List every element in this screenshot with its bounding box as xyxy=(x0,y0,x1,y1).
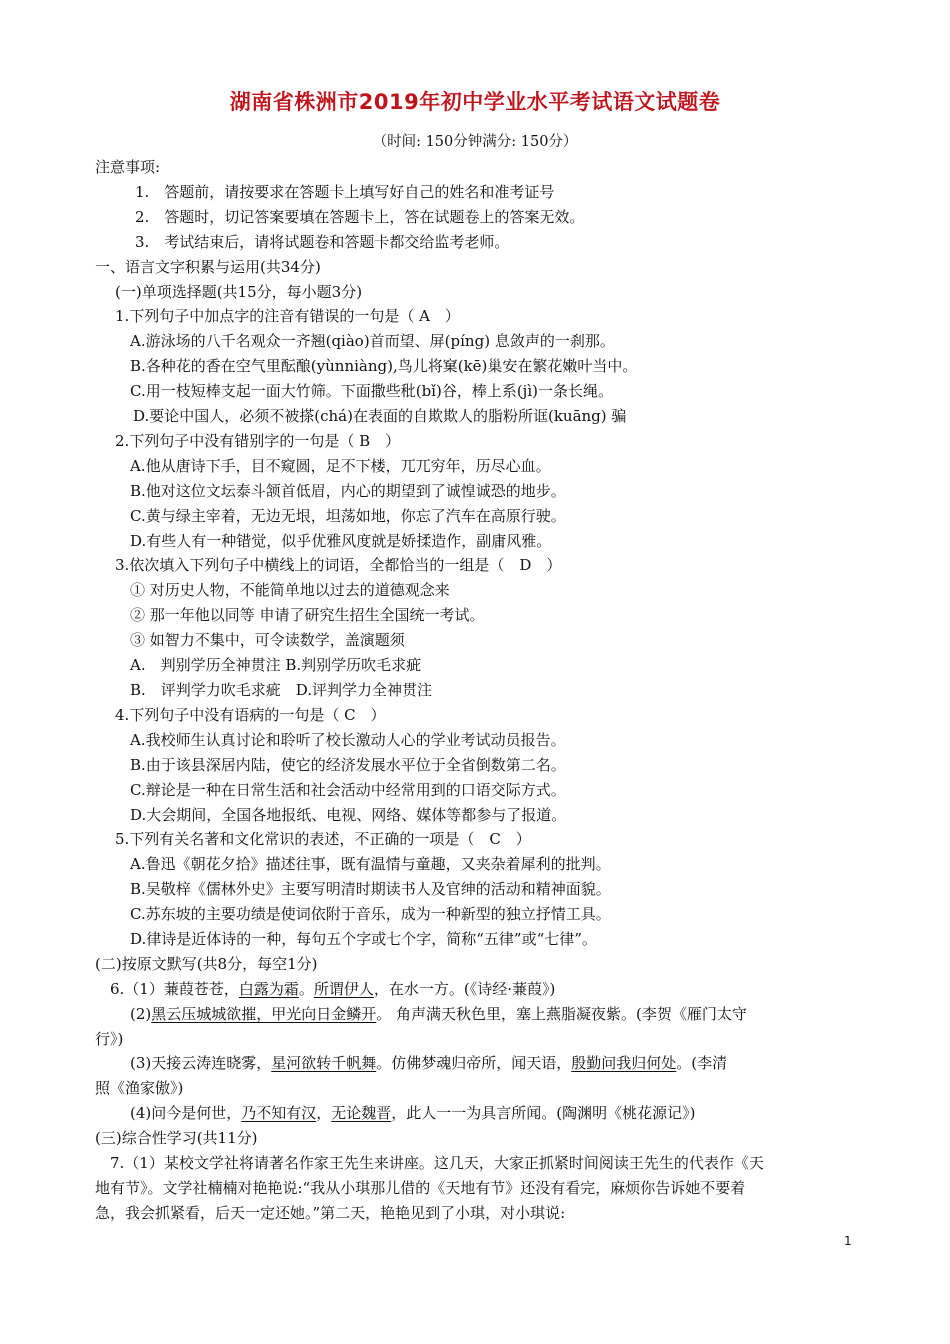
part-heading: (二)按原文默写(共8分，每空1分) xyxy=(95,955,318,973)
answer-blank: 星河欲转千帆舞 xyxy=(271,1054,377,1072)
answer-blank: 无论魏晋 xyxy=(331,1104,392,1122)
recitation-line-cont: 照《渔家傲》) xyxy=(95,1079,184,1097)
question-option: D.有些人有一种错觉，似乎优雅风度就是娇揉造作，副庸风雅。 xyxy=(130,532,552,550)
part-heading: (三)综合性学习(共11分) xyxy=(95,1129,258,1147)
question-option: D.律诗是近体诗的一种，每句五个字或七个字，简称“五律”或“七律”。 xyxy=(130,930,597,948)
page-title: 湖南省株洲市2019年初中学业水平考试语文试题卷 xyxy=(229,90,721,114)
answer-blank: 白露为霜 xyxy=(238,980,299,998)
question-option: A.他从唐诗下手，目不窥圆，足不下楼，兀兀穷年，历尽心血。 xyxy=(130,457,551,475)
recitation-line: (3)天接云涛连晓雾，星河欲转千帆舞。仿佛梦魂归帝所，闻天语，殷勤问我归何处。(李清 xyxy=(130,1054,728,1072)
question-option: D.大会期间，全国各地报纸、电视、网络、媒体等都参与了报道。 xyxy=(130,806,567,824)
question-option: D.要论中国人，必须不被搽(chá)在表面的自欺欺人的脂粉所诓(kuāng) 骗 xyxy=(133,407,627,425)
question-stem: 2.下列句子中没有错别字的一句是（ B ） xyxy=(115,432,401,450)
note-item: 2. 答题时，切记答案要填在答题卡上，答在试题卷上的答案无效。 xyxy=(135,208,585,226)
question-option: C.用一枝短棒支起一面大竹筛。下面撒些秕(bǐ)谷，棒上系(jì)一条长绳。 xyxy=(130,382,613,400)
part-heading: (一)单项选择题(共15分，每小题3分) xyxy=(115,283,363,301)
answer-blank: 所谓伊人 xyxy=(313,980,374,998)
question-option: A. 判别学历全神贯注 B.判别学历吹毛求疵 xyxy=(130,656,422,674)
fill-sentence: ③ 如智力不集中，可令读数学，盖演题须 xyxy=(130,631,405,649)
section-heading: 一、语言文字积累与运用(共34分) xyxy=(95,258,321,276)
question-option: C.黄与绿主宰着，无边无垠，坦荡如地，你忘了汽车在高原行驶。 xyxy=(130,507,566,525)
fill-sentence: ① 对历史人物，不能简单地以过去的道德观念来 xyxy=(130,581,450,599)
paragraph-line: 地有节》。文学社楠楠对艳艳说:“我从小琪那儿借的《天地有节》还没有看完，麻烦你告诉她不要着 xyxy=(95,1179,746,1197)
question-option: A.鲁迅《朝花夕拾》描述往事，既有温情与童趣，又夹杂着犀利的批判。 xyxy=(130,855,611,873)
recitation-line: (4)问今是何世，乃不知有汉，无论魏晋，此人一一为具言所闻。(陶渊明《桃花源记》) xyxy=(130,1104,696,1122)
question-stem: 1.下列句子中加点字的注音有错误的一句是（ A ） xyxy=(115,307,460,325)
note-item: 1. 答题前，请按要求在答题卡上填写好自己的姓名和准考证号 xyxy=(135,183,555,201)
recitation-line-cont: 行》) xyxy=(95,1030,124,1048)
question-stem: 4.下列句子中没有语病的一句是（ C ） xyxy=(115,706,386,724)
question-option: B.各种花的香在空气里酝酿(yùnniàng),鸟儿将窠(kē)巢安在繁花嫩叶当中。 xyxy=(130,357,638,375)
question-option: C.辩论是一种在日常生活和社会活动中经常用到的口语交际方式。 xyxy=(130,781,566,799)
question-option: B.吴敬梓《儒林外史》主要写明清时期读书人及官绅的活动和精神面貌。 xyxy=(130,880,611,898)
exam-duration-subtitle: （时间: 150分钟满分: 150分） xyxy=(372,134,578,150)
question-option: A.我校师生认真讨论和聆听了校长激动人心的学业考试动员报告。 xyxy=(130,731,566,749)
question-stem: 3.依次填入下列句子中横线上的词语，全都恰当的一组是（ D ） xyxy=(115,556,562,574)
question-option: C.苏东坡的主要功绩是使词依附于音乐，成为一种新型的独立抒情工具。 xyxy=(130,905,611,923)
question-option: B.由于该县深居内陆，使它的经济发展水平位于全省倒数第二名。 xyxy=(130,756,566,774)
page-number: 1 xyxy=(844,1234,852,1248)
question-option: A.游泳场的八千名观众一齐翘(qiào)首而望、屏(píng) 息敛声的一刹那。 xyxy=(130,332,615,350)
note-item: 3. 考试结束后，请将试题卷和答题卡都交给监考老师。 xyxy=(135,233,510,251)
recitation-line: (2)黑云压城城欲摧，甲光向日金鳞开。 角声满天秋色里，塞上燕脂凝夜紫。(李贺《雁门太守 xyxy=(130,1005,747,1023)
paragraph-line: 7.（1）某校文学社将请著名作家王先生来讲座。这几天，大家正抓紧时间阅读王先生的代表作《天 xyxy=(110,1154,764,1172)
notes-heading: 注意事项: xyxy=(95,158,161,176)
question-option: B.他对这位文坛泰斗颔首低眉，内心的期望到了诚惶诚恐的地步。 xyxy=(130,482,566,500)
question-option: B. 评判学力吹毛求疵 D.评判学力全神贯注 xyxy=(130,681,433,699)
question-stem: 5.下列有关名著和文化常识的表述，不正确的一项是（ C ） xyxy=(115,830,531,848)
fill-sentence: ② 那一年他以同等 申请了研究生招生全国统一考试。 xyxy=(130,606,485,624)
answer-blank: 乃不知有汉 xyxy=(241,1104,317,1122)
answer-blank: 殷勤问我归何处 xyxy=(571,1054,677,1072)
recitation-line: 6.（1）蒹葭苍苍，白露为霜。所谓伊人，在水一方。(《诗经·蒹葭》) xyxy=(110,980,556,998)
answer-blank: 黑云压城城欲摧，甲光向日金鳞开 xyxy=(151,1005,377,1023)
paragraph-line: 急，我会抓紧看，后天一定还她。”第二天，艳艳见到了小琪，对小琪说: xyxy=(95,1204,566,1222)
